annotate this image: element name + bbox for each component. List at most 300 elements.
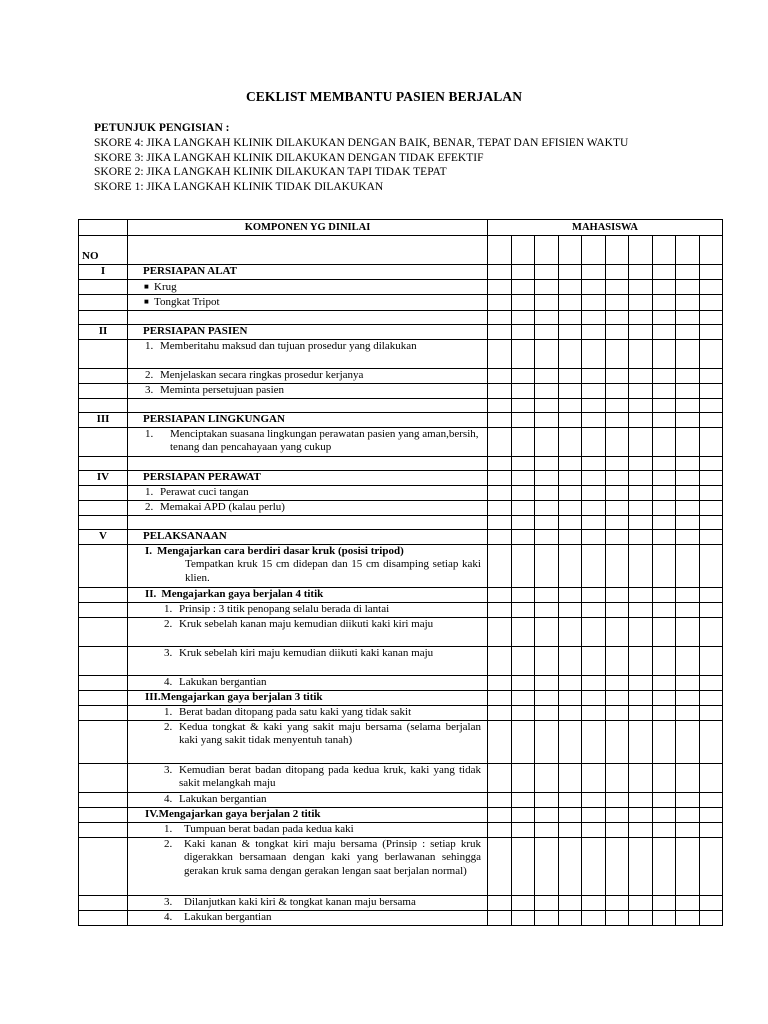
score-cell[interactable] (652, 485, 676, 500)
score-cell[interactable] (535, 279, 559, 295)
score-cell[interactable] (629, 412, 653, 427)
score-cell[interactable] (535, 646, 559, 675)
score-cell[interactable] (558, 822, 582, 837)
score-cell[interactable] (629, 837, 653, 895)
score-cell[interactable] (605, 705, 629, 720)
score-cell[interactable] (652, 529, 676, 544)
score-cell[interactable] (558, 807, 582, 822)
score-cell[interactable] (511, 529, 535, 544)
score-cell[interactable] (676, 675, 700, 690)
score-cell[interactable] (582, 324, 606, 339)
score-cell[interactable] (699, 398, 723, 412)
score-cell[interactable] (582, 500, 606, 515)
score-cell[interactable] (699, 485, 723, 500)
score-cell[interactable] (582, 720, 606, 763)
score-cell[interactable] (652, 235, 676, 264)
score-cell[interactable] (629, 279, 653, 295)
score-cell[interactable] (582, 485, 606, 500)
score-cell[interactable] (629, 339, 653, 368)
score-cell[interactable] (511, 412, 535, 427)
score-cell[interactable] (582, 339, 606, 368)
score-cell[interactable] (488, 617, 512, 646)
score-cell[interactable] (605, 264, 629, 279)
score-cell[interactable] (488, 837, 512, 895)
score-cell[interactable] (582, 295, 606, 311)
score-cell[interactable] (488, 720, 512, 763)
score-cell[interactable] (676, 822, 700, 837)
score-cell[interactable] (535, 324, 559, 339)
score-cell[interactable] (535, 515, 559, 529)
score-cell[interactable] (511, 310, 535, 324)
score-cell[interactable] (582, 822, 606, 837)
score-cell[interactable] (511, 675, 535, 690)
score-cell[interactable] (535, 807, 559, 822)
score-cell[interactable] (676, 807, 700, 822)
score-cell[interactable] (488, 456, 512, 470)
score-cell[interactable] (511, 339, 535, 368)
score-cell[interactable] (605, 515, 629, 529)
score-cell[interactable] (605, 544, 629, 587)
score-cell[interactable] (558, 383, 582, 398)
score-cell[interactable] (582, 617, 606, 646)
score-cell[interactable] (629, 470, 653, 485)
score-cell[interactable] (582, 807, 606, 822)
score-cell[interactable] (558, 427, 582, 456)
score-cell[interactable] (699, 587, 723, 602)
score-cell[interactable] (488, 470, 512, 485)
score-cell[interactable] (652, 602, 676, 617)
score-cell[interactable] (535, 763, 559, 792)
score-cell[interactable] (652, 617, 676, 646)
score-cell[interactable] (629, 485, 653, 500)
score-cell[interactable] (676, 837, 700, 895)
score-cell[interactable] (511, 837, 535, 895)
score-cell[interactable] (488, 822, 512, 837)
score-cell[interactable] (488, 485, 512, 500)
score-cell[interactable] (699, 822, 723, 837)
score-cell[interactable] (605, 792, 629, 807)
score-cell[interactable] (605, 456, 629, 470)
score-cell[interactable] (511, 398, 535, 412)
score-cell[interactable] (535, 617, 559, 646)
score-cell[interactable] (558, 895, 582, 910)
score-cell[interactable] (511, 383, 535, 398)
score-cell[interactable] (558, 515, 582, 529)
score-cell[interactable] (511, 587, 535, 602)
score-cell[interactable] (488, 705, 512, 720)
score-cell[interactable] (676, 470, 700, 485)
score-cell[interactable] (676, 910, 700, 925)
score-cell[interactable] (605, 470, 629, 485)
score-cell[interactable] (652, 324, 676, 339)
score-cell[interactable] (652, 412, 676, 427)
score-cell[interactable] (629, 544, 653, 587)
score-cell[interactable] (582, 705, 606, 720)
score-cell[interactable] (511, 295, 535, 311)
score-cell[interactable] (699, 456, 723, 470)
score-cell[interactable] (535, 339, 559, 368)
score-cell[interactable] (535, 602, 559, 617)
score-cell[interactable] (582, 792, 606, 807)
score-cell[interactable] (605, 646, 629, 675)
score-cell[interactable] (652, 295, 676, 311)
score-cell[interactable] (511, 427, 535, 456)
score-cell[interactable] (582, 398, 606, 412)
score-cell[interactable] (582, 529, 606, 544)
score-cell[interactable] (605, 500, 629, 515)
score-cell[interactable] (605, 412, 629, 427)
score-cell[interactable] (488, 602, 512, 617)
score-cell[interactable] (535, 295, 559, 311)
score-cell[interactable] (629, 675, 653, 690)
score-cell[interactable] (605, 837, 629, 895)
score-cell[interactable] (558, 485, 582, 500)
score-cell[interactable] (488, 646, 512, 675)
score-cell[interactable] (605, 895, 629, 910)
score-cell[interactable] (535, 264, 559, 279)
score-cell[interactable] (652, 398, 676, 412)
score-cell[interactable] (582, 587, 606, 602)
score-cell[interactable] (652, 515, 676, 529)
score-cell[interactable] (511, 705, 535, 720)
score-cell[interactable] (699, 235, 723, 264)
score-cell[interactable] (558, 705, 582, 720)
score-cell[interactable] (629, 529, 653, 544)
score-cell[interactable] (699, 310, 723, 324)
score-cell[interactable] (582, 264, 606, 279)
score-cell[interactable] (699, 910, 723, 925)
score-cell[interactable] (652, 456, 676, 470)
score-cell[interactable] (605, 295, 629, 311)
score-cell[interactable] (582, 383, 606, 398)
score-cell[interactable] (699, 339, 723, 368)
score-cell[interactable] (699, 792, 723, 807)
score-cell[interactable] (558, 763, 582, 792)
score-cell[interactable] (511, 324, 535, 339)
score-cell[interactable] (535, 427, 559, 456)
score-cell[interactable] (629, 587, 653, 602)
score-cell[interactable] (652, 910, 676, 925)
score-cell[interactable] (676, 264, 700, 279)
score-cell[interactable] (676, 515, 700, 529)
score-cell[interactable] (699, 807, 723, 822)
score-cell[interactable] (582, 470, 606, 485)
score-cell[interactable] (629, 295, 653, 311)
score-cell[interactable] (582, 368, 606, 383)
score-cell[interactable] (629, 500, 653, 515)
score-cell[interactable] (488, 412, 512, 427)
score-cell[interactable] (652, 427, 676, 456)
score-cell[interactable] (558, 602, 582, 617)
score-cell[interactable] (558, 368, 582, 383)
score-cell[interactable] (629, 602, 653, 617)
score-cell[interactable] (488, 235, 512, 264)
score-cell[interactable] (558, 339, 582, 368)
score-cell[interactable] (488, 792, 512, 807)
score-cell[interactable] (558, 310, 582, 324)
score-cell[interactable] (558, 690, 582, 705)
score-cell[interactable] (488, 339, 512, 368)
score-cell[interactable] (511, 792, 535, 807)
score-cell[interactable] (558, 675, 582, 690)
score-cell[interactable] (535, 837, 559, 895)
score-cell[interactable] (582, 310, 606, 324)
score-cell[interactable] (558, 264, 582, 279)
score-cell[interactable] (535, 675, 559, 690)
score-cell[interactable] (488, 324, 512, 339)
score-cell[interactable] (511, 617, 535, 646)
score-cell[interactable] (629, 895, 653, 910)
score-cell[interactable] (582, 837, 606, 895)
score-cell[interactable] (488, 587, 512, 602)
score-cell[interactable] (629, 807, 653, 822)
score-cell[interactable] (629, 456, 653, 470)
score-cell[interactable] (535, 690, 559, 705)
score-cell[interactable] (699, 602, 723, 617)
score-cell[interactable] (582, 690, 606, 705)
score-cell[interactable] (488, 515, 512, 529)
score-cell[interactable] (582, 456, 606, 470)
score-cell[interactable] (676, 763, 700, 792)
score-cell[interactable] (605, 807, 629, 822)
score-cell[interactable] (652, 264, 676, 279)
score-cell[interactable] (699, 383, 723, 398)
score-cell[interactable] (582, 602, 606, 617)
score-cell[interactable] (629, 792, 653, 807)
score-cell[interactable] (699, 529, 723, 544)
score-cell[interactable] (488, 383, 512, 398)
score-cell[interactable] (652, 763, 676, 792)
score-cell[interactable] (511, 822, 535, 837)
score-cell[interactable] (582, 235, 606, 264)
score-cell[interactable] (535, 368, 559, 383)
score-cell[interactable] (582, 910, 606, 925)
score-cell[interactable] (535, 705, 559, 720)
score-cell[interactable] (511, 485, 535, 500)
score-cell[interactable] (676, 792, 700, 807)
score-cell[interactable] (605, 675, 629, 690)
score-cell[interactable] (676, 324, 700, 339)
score-cell[interactable] (652, 705, 676, 720)
score-cell[interactable] (676, 544, 700, 587)
score-cell[interactable] (676, 617, 700, 646)
score-cell[interactable] (488, 763, 512, 792)
score-cell[interactable] (582, 515, 606, 529)
score-cell[interactable] (605, 398, 629, 412)
score-cell[interactable] (629, 690, 653, 705)
score-cell[interactable] (488, 368, 512, 383)
score-cell[interactable] (629, 235, 653, 264)
score-cell[interactable] (676, 500, 700, 515)
score-cell[interactable] (535, 587, 559, 602)
score-cell[interactable] (535, 235, 559, 264)
score-cell[interactable] (652, 807, 676, 822)
score-cell[interactable] (699, 895, 723, 910)
score-cell[interactable] (652, 470, 676, 485)
score-cell[interactable] (511, 515, 535, 529)
score-cell[interactable] (676, 485, 700, 500)
score-cell[interactable] (605, 763, 629, 792)
score-cell[interactable] (629, 264, 653, 279)
score-cell[interactable] (699, 427, 723, 456)
score-cell[interactable] (558, 646, 582, 675)
score-cell[interactable] (676, 690, 700, 705)
score-cell[interactable] (699, 470, 723, 485)
score-cell[interactable] (511, 807, 535, 822)
score-cell[interactable] (605, 822, 629, 837)
score-cell[interactable] (511, 646, 535, 675)
score-cell[interactable] (676, 427, 700, 456)
score-cell[interactable] (558, 587, 582, 602)
score-cell[interactable] (652, 720, 676, 763)
score-cell[interactable] (488, 529, 512, 544)
score-cell[interactable] (676, 295, 700, 311)
score-cell[interactable] (558, 529, 582, 544)
score-cell[interactable] (699, 324, 723, 339)
score-cell[interactable] (558, 295, 582, 311)
score-cell[interactable] (629, 763, 653, 792)
score-cell[interactable] (535, 398, 559, 412)
score-cell[interactable] (511, 895, 535, 910)
score-cell[interactable] (676, 587, 700, 602)
score-cell[interactable] (511, 720, 535, 763)
score-cell[interactable] (629, 705, 653, 720)
score-cell[interactable] (629, 617, 653, 646)
score-cell[interactable] (488, 295, 512, 311)
score-cell[interactable] (676, 412, 700, 427)
score-cell[interactable] (629, 324, 653, 339)
score-cell[interactable] (488, 895, 512, 910)
score-cell[interactable] (699, 295, 723, 311)
score-cell[interactable] (629, 310, 653, 324)
score-cell[interactable] (629, 822, 653, 837)
score-cell[interactable] (488, 690, 512, 705)
score-cell[interactable] (629, 427, 653, 456)
score-cell[interactable] (558, 837, 582, 895)
score-cell[interactable] (558, 544, 582, 587)
score-cell[interactable] (511, 544, 535, 587)
score-cell[interactable] (535, 720, 559, 763)
score-cell[interactable] (605, 529, 629, 544)
score-cell[interactable] (652, 587, 676, 602)
score-cell[interactable] (535, 895, 559, 910)
score-cell[interactable] (605, 279, 629, 295)
score-cell[interactable] (605, 587, 629, 602)
score-cell[interactable] (488, 427, 512, 456)
score-cell[interactable] (676, 279, 700, 295)
score-cell[interactable] (652, 646, 676, 675)
score-cell[interactable] (652, 368, 676, 383)
score-cell[interactable] (535, 456, 559, 470)
score-cell[interactable] (699, 675, 723, 690)
score-cell[interactable] (699, 264, 723, 279)
score-cell[interactable] (558, 792, 582, 807)
score-cell[interactable] (511, 456, 535, 470)
score-cell[interactable] (676, 602, 700, 617)
score-cell[interactable] (652, 383, 676, 398)
score-cell[interactable] (535, 792, 559, 807)
score-cell[interactable] (605, 617, 629, 646)
score-cell[interactable] (558, 470, 582, 485)
score-cell[interactable] (652, 792, 676, 807)
score-cell[interactable] (699, 837, 723, 895)
score-cell[interactable] (699, 544, 723, 587)
score-cell[interactable] (605, 235, 629, 264)
score-cell[interactable] (699, 412, 723, 427)
score-cell[interactable] (652, 279, 676, 295)
score-cell[interactable] (511, 470, 535, 485)
score-cell[interactable] (676, 398, 700, 412)
score-cell[interactable] (488, 279, 512, 295)
score-cell[interactable] (488, 310, 512, 324)
score-cell[interactable] (699, 763, 723, 792)
score-cell[interactable] (652, 544, 676, 587)
score-cell[interactable] (511, 602, 535, 617)
score-cell[interactable] (676, 235, 700, 264)
score-cell[interactable] (699, 690, 723, 705)
score-cell[interactable] (629, 398, 653, 412)
score-cell[interactable] (652, 500, 676, 515)
score-cell[interactable] (511, 763, 535, 792)
score-cell[interactable] (605, 324, 629, 339)
score-cell[interactable] (605, 368, 629, 383)
score-cell[interactable] (652, 822, 676, 837)
score-cell[interactable] (511, 235, 535, 264)
score-cell[interactable] (605, 310, 629, 324)
score-cell[interactable] (535, 470, 559, 485)
score-cell[interactable] (488, 910, 512, 925)
score-cell[interactable] (488, 807, 512, 822)
score-cell[interactable] (605, 690, 629, 705)
score-cell[interactable] (558, 720, 582, 763)
score-cell[interactable] (605, 910, 629, 925)
score-cell[interactable] (582, 763, 606, 792)
score-cell[interactable] (605, 427, 629, 456)
score-cell[interactable] (582, 427, 606, 456)
score-cell[interactable] (605, 339, 629, 368)
score-cell[interactable] (652, 690, 676, 705)
score-cell[interactable] (676, 705, 700, 720)
score-cell[interactable] (629, 368, 653, 383)
score-cell[interactable] (511, 368, 535, 383)
score-cell[interactable] (699, 279, 723, 295)
score-cell[interactable] (676, 339, 700, 368)
score-cell[interactable] (652, 895, 676, 910)
score-cell[interactable] (535, 412, 559, 427)
score-cell[interactable] (605, 485, 629, 500)
score-cell[interactable] (535, 544, 559, 587)
score-cell[interactable] (535, 485, 559, 500)
score-cell[interactable] (488, 500, 512, 515)
score-cell[interactable] (699, 617, 723, 646)
score-cell[interactable] (511, 910, 535, 925)
score-cell[interactable] (558, 910, 582, 925)
score-cell[interactable] (488, 264, 512, 279)
score-cell[interactable] (511, 690, 535, 705)
score-cell[interactable] (582, 646, 606, 675)
score-cell[interactable] (558, 279, 582, 295)
score-cell[interactable] (676, 368, 700, 383)
score-cell[interactable] (488, 544, 512, 587)
score-cell[interactable] (699, 368, 723, 383)
score-cell[interactable] (629, 383, 653, 398)
score-cell[interactable] (676, 383, 700, 398)
score-cell[interactable] (582, 895, 606, 910)
score-cell[interactable] (629, 646, 653, 675)
score-cell[interactable] (676, 646, 700, 675)
score-cell[interactable] (582, 675, 606, 690)
score-cell[interactable] (605, 720, 629, 763)
